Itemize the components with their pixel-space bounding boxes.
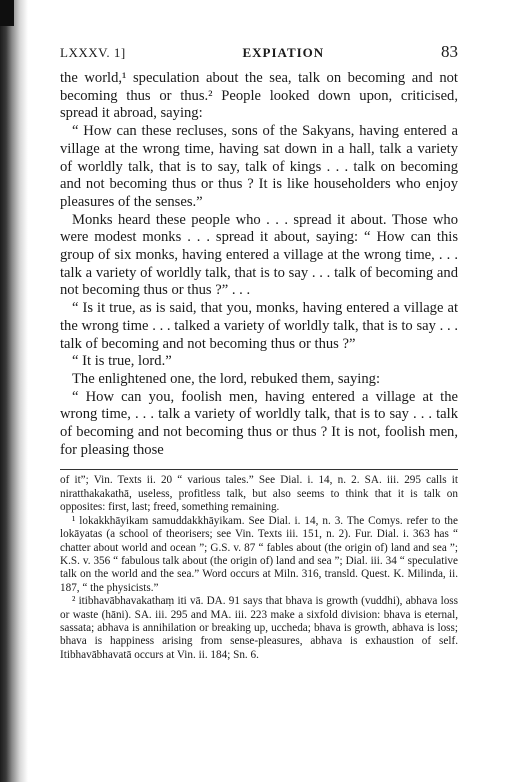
footnote: ¹ lokakkhāyikam samuddakkhāyikam. See Dial. i. 14, n. 3. The Comys. refer to the lokāyatas (a school of theorisers; see Vin. Texts iii. 151, n. 2). Fur. Dial. i. 363 has “ chatter about world and ocean ”; G.S. v. 87 “ fables about (the origin of) land and sea ”; K.S. v. 356 “ fabulous talk about (the origin of) land and sea ”; Dial. iii. 34 “ speculative talk on the world and the sea.” Word occurs at Miln. 316, transld. Quest. K. Milinda, ii. 187, “ the physicists.” [60, 514, 458, 594]
footnote: ² itibhavābhavakathaṃ iti vā. DA. 91 says that bhava is growth (vuddhi), abhava loss or waste (hāni). SA. iii. 295 and MA. iii. 223 make a sixfold division: bhava is eternal, sassata; abhava is annihilation or breaking up, uccheda; bhava is growth, abhava is loss; bhava is happiness arising from sense-pleasures, abhava is exhaustion of self. Itibhavābhavatā occurs at Vin. ii. 184; Sn. 6. [60, 595, 458, 661]
running-header [60, 42, 458, 62]
footnote-divider [60, 469, 458, 470]
paragraph: “ How can you, foolish men, having entered a village at the wrong time, . . . talk a variety of worldly talk, that is to say . . . talk of becoming and not becoming thus or thus ? It is not, foolish men, for pleasing those [60, 388, 458, 458]
paragraph: “ Is it true, as is said, that you, monks, having entered a village at the wrong time . . . talked a variety of worldly talk, that is to say . . . talk of becoming and not becoming thus or thus ?” [60, 300, 458, 352]
page-number: 83 [441, 42, 458, 61]
footnotes [60, 474, 458, 662]
paragraph: Monks heard these people who . . . spread it about. Those who were modest monks . . . spread it about, saying: “ How can this group of six monks, having entered a village at the wrong time, . . . talk a variety of worldly talk, that is to say . . . talk of becoming and not becoming thus or thus ?” . . . [60, 211, 458, 299]
paragraph: “ How can these recluses, sons of the Sakyans, having entered a village at the wrong time, having sat down in a hall, talk a variety of worldly talk, that is to say, talk of kings . . . talk on becoming and not becoming thus or thus ? It is like householders who enjoy pleasures of the senses.” [60, 123, 458, 210]
main-text [60, 70, 458, 459]
book-binding-shadow [0, 0, 28, 782]
book-page [60, 42, 458, 662]
footnote: of it”; Vin. Texts ii. 20 “ various tales.” See Dial. i. 14, n. 2. SA. iii. 295 calls it niratthakakathā, useless, profitless talk, but also seems to think that it is talk on opposites: first, last; freed, something remaining. [60, 474, 458, 514]
paragraph: “ It is true, lord.” [72, 353, 172, 370]
paragraph: the world,¹ speculation about the sea, talk on becoming and not becoming thus or thus.² People looked down upon, criticised, spread it abroad, saying: [60, 70, 458, 122]
paragraph: The enlightened one, the lord, rebuked them, saying: [72, 370, 381, 387]
running-title: EXPIATION [242, 45, 325, 60]
chapter-reference: LXXXV. 1] [60, 45, 126, 60]
binding-dark-corner [0, 0, 14, 26]
